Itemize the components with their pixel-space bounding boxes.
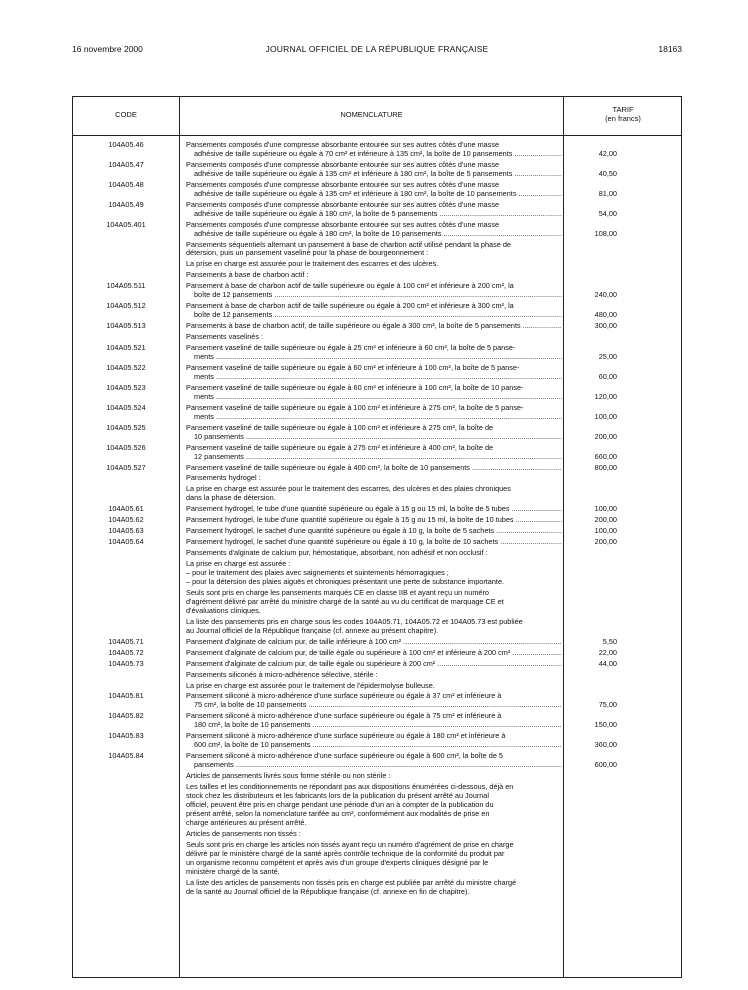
description-line: adhésive de taille supérieure ou égale à 180 cm², la boîte de 5 pansements ..... <box>186 210 562 219</box>
description-line: 10 pansements ..... <box>186 433 562 442</box>
item-tarif-cell <box>563 181 681 199</box>
item-code: 104A05.512 <box>106 301 146 311</box>
description-line: Pansements composés d'une compresse absorbante entourée sur ses autres côtés d'une masse <box>186 220 500 229</box>
item-code: 104A05.62 <box>108 515 144 525</box>
item-description <box>179 660 563 669</box>
item-tarif-cell <box>563 485 681 503</box>
description-line: stock chez les distributeurs et les fabricants lors de la publication du présent arrêté au Journal <box>186 792 489 800</box>
item-code: 104A05.513 <box>106 321 146 331</box>
item-tarif-cell <box>563 692 681 710</box>
description-line: de la santé au Journal officiel de la République française (cf. annexe en fin de chapitre). <box>186 887 470 896</box>
description-line: Pansements d'alginate de calcium pur, hémostatique, absorbant, non adhésif et non occlusif : <box>186 549 488 558</box>
item-tarif-cell <box>563 549 681 558</box>
table-row <box>73 841 681 877</box>
item-description <box>179 671 563 680</box>
table-row <box>73 549 681 558</box>
item-code <box>73 271 179 280</box>
description-line: boîte de 12 pansements ..... <box>186 311 562 320</box>
description-line: Pansements siliconés à micro-adhérence sélective, stérile : <box>186 670 378 679</box>
item-tarif: 200,00 <box>594 515 617 525</box>
item-code: 104A05.521 <box>106 343 146 353</box>
item-tarif: 200,00 <box>594 431 617 441</box>
item-description <box>179 424 563 442</box>
item-code: 104A05.81 <box>108 691 144 701</box>
item-description <box>179 404 563 422</box>
table-row <box>73 141 681 159</box>
item-tarif: 360,00 <box>594 740 617 750</box>
item-description <box>179 201 563 219</box>
description-line: Pansements composés d'une compresse absorbante entourée sur ses autres côtés d'une masse <box>186 180 500 189</box>
table-row <box>73 384 681 402</box>
item-code <box>73 618 179 636</box>
description-line: Pansement vaseliné de taille supérieure ou égale à 60 cm² et inférieure à 100 cm², la boîte de 5 panse- <box>186 363 520 372</box>
item-code <box>73 879 179 897</box>
item-tarif: 300,00 <box>594 321 617 331</box>
table-row <box>73 879 681 897</box>
table-row <box>73 260 681 269</box>
description-line: Pansement d'alginate de calcium pur, de taille inférieure à 100 cm² ..... <box>186 638 562 647</box>
item-code: 104A05.73 <box>108 658 144 668</box>
item-description <box>179 161 563 179</box>
description-line: Seuls sont pris en charge les pansements marqués CE en classe IIB et ayant reçu un numéro <box>186 588 489 597</box>
description-line: Seuls sont pris en charge les articles non tissés ayant reçu un numéro d'agrément de prise en charge <box>186 840 514 849</box>
description-line: 180 cm², la boîte de 10 pansements ..... <box>186 721 562 730</box>
description-line: – pour le traitement des plaies avec saignements et suintements hémorragiques ; <box>186 569 449 578</box>
item-tarif: 600,00 <box>594 760 617 770</box>
description-line: Pansements vaselinés : <box>186 333 264 342</box>
item-tarif-cell <box>563 424 681 442</box>
description-line: adhésive de taille supérieure ou égale à 180 cm², la boîte de 10 pansements ..... <box>186 230 562 239</box>
item-description <box>179 444 563 462</box>
item-tarif-cell <box>563 302 681 320</box>
item-description <box>179 682 563 691</box>
item-description <box>179 549 563 558</box>
item-tarif-cell <box>563 260 681 269</box>
table-body <box>73 141 681 898</box>
item-tarif: 22,00 <box>598 647 617 657</box>
item-tarif: 60,00 <box>598 371 617 381</box>
table-row <box>73 516 681 525</box>
item-tarif-cell <box>563 464 681 473</box>
description-line: détersion, puis un pansement vaseliné pour la phase de bourgeonnement : <box>186 249 429 258</box>
description-line: d'agrément délivré par arrêté du ministre chargé de la santé au vu du certificat de marquage CE et <box>186 597 504 606</box>
description-line: La prise en charge est assurée pour le traitement des escarres et des ulcères. <box>186 260 439 269</box>
description-line: 600 cm², la boîte de 10 pansements ..... <box>186 741 562 750</box>
table-row <box>73 322 681 331</box>
item-tarif: 480,00 <box>594 310 617 320</box>
tarif-unit: (en francs) <box>605 114 641 123</box>
description-line: Pansement siliconé à micro-adhérence d'une surface supérieure ou égale à 600 cm², la boîte de 5 <box>186 752 503 761</box>
item-code <box>73 485 179 503</box>
description-line: Pansement vaseliné de taille supérieure ou égale à 400 cm², la boîte de 10 pansements ..... <box>186 464 562 473</box>
table-row <box>73 692 681 710</box>
item-description <box>179 302 563 320</box>
description-line: Pansement vaseliné de taille supérieure ou égale à 275 cm² et inférieure à 400 cm², la boîte de <box>186 443 494 452</box>
item-tarif-cell <box>563 161 681 179</box>
table-row <box>73 505 681 514</box>
item-code: 104A05.61 <box>108 504 144 514</box>
item-description <box>179 364 563 382</box>
item-code: 104A05.72 <box>108 647 144 657</box>
item-tarif-cell <box>563 516 681 525</box>
item-description <box>179 618 563 636</box>
description-line: Pansements composés d'une compresse absorbante entourée sur ses autres côtés d'une masse <box>186 160 500 169</box>
item-description <box>179 485 563 503</box>
item-code: 104A05.71 <box>108 636 144 646</box>
item-tarif-cell <box>563 560 681 587</box>
item-tarif-cell <box>563 682 681 691</box>
item-description <box>179 344 563 362</box>
description-line: au Journal officiel de la République française (cf. annexe au présent chapitre). <box>186 626 439 635</box>
description-line: officiel, peuvent être pris en charge pendant une période d'un an à compter de la publication du <box>186 800 494 809</box>
item-code <box>73 560 179 587</box>
item-code: 104A05.522 <box>106 362 146 372</box>
description-line: Pansement vaseliné de taille supérieure ou égale à 100 cm² et inférieure à 275 cm², la boîte de 5 panse- <box>186 403 524 412</box>
description-line: un organisme reconnu compétent et après avis d'un groupe d'experts cliniques désigné par le <box>186 858 489 867</box>
item-tarif: 150,00 <box>594 720 617 730</box>
item-code: 104A05.523 <box>106 382 146 392</box>
table-row <box>73 649 681 658</box>
item-tarif-cell <box>563 671 681 680</box>
item-code: 104A05.84 <box>108 751 144 761</box>
description-line: pansements ..... <box>186 761 562 770</box>
table-row <box>73 181 681 199</box>
item-tarif: 75,00 <box>598 700 617 710</box>
column-header-tarif <box>564 105 682 123</box>
item-tarif: 25,00 <box>598 352 617 362</box>
table-row <box>73 560 681 587</box>
item-description <box>179 505 563 514</box>
item-description <box>179 333 563 342</box>
table-row <box>73 282 681 300</box>
item-code <box>73 474 179 483</box>
description-line: ments ..... <box>186 413 562 422</box>
item-tarif-cell <box>563 221 681 239</box>
item-code <box>73 671 179 680</box>
item-description <box>179 282 563 300</box>
table-row <box>73 752 681 770</box>
item-description <box>179 241 563 259</box>
description-line: Pansement d'alginate de calcium pur, de taille égale ou supérieure à 200 cm² ..... <box>186 660 562 669</box>
item-tarif: 108,00 <box>594 228 617 238</box>
item-code <box>73 841 179 877</box>
item-tarif-cell <box>563 271 681 280</box>
table-row <box>73 464 681 473</box>
item-tarif-cell <box>563 589 681 616</box>
table-row <box>73 474 681 483</box>
description-line: La prise en charge est assurée pour le traitement de l'épidermolyse bulleuse. <box>186 681 435 690</box>
item-code: 104A05.526 <box>106 442 146 452</box>
item-code: 104A05.47 <box>108 159 144 169</box>
item-tarif-cell <box>563 364 681 382</box>
item-description <box>179 260 563 269</box>
column-header-nomenclature: NOMENCLATURE <box>340 110 403 119</box>
item-description <box>179 516 563 525</box>
description-line: Pansements composés d'une compresse absorbante entourée sur ses autres côtés d'une masse <box>186 200 500 209</box>
publication-date: 16 novembre 2000 <box>72 44 143 54</box>
description-line: Pansements hydrogel : <box>186 474 261 483</box>
description-line: La prise en charge est assurée pour le traitement des escarres, des ulcères et des plaies chroniques <box>186 485 511 494</box>
item-tarif: 42,00 <box>598 148 617 158</box>
item-code: 104A05.63 <box>108 526 144 536</box>
table-row <box>73 671 681 680</box>
table-row <box>73 344 681 362</box>
description-line: adhésive de taille supérieure ou égale à 135 cm² et inférieure à 180 cm², la boîte de 5 pansements ..... <box>186 170 562 179</box>
table-row <box>73 783 681 828</box>
item-description <box>179 560 563 587</box>
item-tarif-cell <box>563 384 681 402</box>
description-line: Pansement à base de charbon actif de taille supérieure ou égale à 100 cm² et inférieure à 200 cm², la <box>186 282 514 291</box>
item-tarif: 40,50 <box>598 168 617 178</box>
table-row <box>73 527 681 536</box>
table-row <box>73 589 681 616</box>
item-code: 104A05.524 <box>106 402 146 412</box>
table-row <box>73 638 681 647</box>
item-tarif-cell <box>563 404 681 422</box>
description-line: Pansements séquentiels alternant un pansement à base de charbon actif utilisé pendant la phase de <box>186 240 511 249</box>
table-row <box>73 538 681 547</box>
item-tarif: 120,00 <box>594 391 617 401</box>
table-row <box>73 404 681 422</box>
description-line: Pansement hydrogel, le sachet d'une quantité supérieure ou égale à 10 g, la boîte de 5 sachets ..... <box>186 527 562 536</box>
item-description <box>179 649 563 658</box>
table-row <box>73 333 681 342</box>
table-row <box>73 221 681 239</box>
item-code <box>73 783 179 828</box>
column-header-code: CODE <box>115 110 137 119</box>
item-description <box>179 271 563 280</box>
table-row <box>73 712 681 730</box>
item-tarif: 200,00 <box>594 537 617 547</box>
page-header <box>72 44 682 58</box>
description-line: Pansements à base de charbon actif : <box>186 271 309 280</box>
page-number: 18163 <box>658 44 682 54</box>
item-tarif: 800,00 <box>594 462 617 472</box>
item-tarif-cell <box>563 538 681 547</box>
item-code <box>73 772 179 781</box>
item-code: 104A05.527 <box>106 462 146 472</box>
item-tarif-cell <box>563 649 681 658</box>
description-line: d'évaluations cliniques. <box>186 606 261 615</box>
item-tarif-cell <box>563 638 681 647</box>
description-line: charge antérieures au présent arrêté. <box>186 818 307 827</box>
item-tarif-cell <box>563 879 681 897</box>
item-tarif-cell <box>563 141 681 159</box>
item-tarif-cell <box>563 241 681 259</box>
item-description <box>179 752 563 770</box>
description-line: La liste des pansements pris en charge sous les codes 104A05.71, 104A05.72 et 104A05.73 est publiée <box>186 617 523 626</box>
description-line: Pansement hydrogel, le sachet d'une quantité supérieure ou égale à 10 g, la boîte de 10 sachets ..... <box>186 538 562 547</box>
item-tarif: 100,00 <box>594 411 617 421</box>
item-description <box>179 692 563 710</box>
description-line: délivré par le ministère chargé de la santé après contrôle technique de la conformité du produit par <box>186 849 505 858</box>
tariff-table <box>72 96 682 978</box>
description-line: Les tailles et les conditionnements ne répondant pas aux dispositions énumérées ci-dessous, déjà en <box>186 783 514 792</box>
item-code: 104A05.401 <box>106 219 146 229</box>
item-tarif-cell <box>563 333 681 342</box>
item-code: 104A05.82 <box>108 711 144 721</box>
description-line: Pansement siliconé à micro-adhérence d'une surface supérieure ou égale à 180 cm² et inférieure à <box>186 732 506 741</box>
item-description <box>179 141 563 159</box>
description-line: dans la phase de détersion. <box>186 494 276 503</box>
item-description <box>179 732 563 750</box>
description-line: 12 pansements ..... <box>186 453 562 462</box>
description-line: ments ..... <box>186 373 562 382</box>
item-code: 104A05.64 <box>108 537 144 547</box>
item-description <box>179 712 563 730</box>
tarif-label: TARIF <box>612 105 634 114</box>
item-code <box>73 333 179 342</box>
journal-title: JOURNAL OFFICIEL DE LA RÉPUBLIQUE FRANÇAISE <box>265 44 489 54</box>
description-line: Pansement vaseliné de taille supérieure ou égale à 25 cm² et inférieure à 60 cm², la boîte de 5 panse- <box>186 344 516 353</box>
item-description <box>179 384 563 402</box>
description-line: Pansements composés d'une compresse absorbante entourée sur ses autres côtés d'une masse <box>186 141 500 149</box>
item-tarif-cell <box>563 527 681 536</box>
description-line: Pansement vaseliné de taille supérieure ou égale à 60 cm² et inférieure à 100 cm², la boîte de 10 panse- <box>186 383 524 392</box>
table-row <box>73 241 681 259</box>
item-description <box>179 879 563 897</box>
description-line: La liste des articles de pansements non tissés pris en charge est publiée par arrêté du ministre chargé <box>186 878 517 887</box>
item-tarif: 100,00 <box>594 504 617 514</box>
description-line: Pansement siliconé à micro-adhérence d'une surface supérieure ou égale à 37 cm² et inférieure à <box>186 692 502 701</box>
item-tarif: 5,50 <box>602 636 617 646</box>
item-tarif-cell <box>563 505 681 514</box>
item-tarif: 100,00 <box>594 526 617 536</box>
item-tarif-cell <box>563 444 681 462</box>
description-line: Pansement d'alginate de calcium pur, de taille égale ou supérieure à 100 cm² et inférieure à 200 cm² ..... <box>186 649 562 658</box>
item-description <box>179 322 563 331</box>
item-tarif-cell <box>563 344 681 362</box>
table-row <box>73 618 681 636</box>
item-code: 104A05.83 <box>108 731 144 741</box>
item-tarif-cell <box>563 282 681 300</box>
item-description <box>179 772 563 781</box>
item-tarif-cell <box>563 732 681 750</box>
table-row <box>73 485 681 503</box>
table-row <box>73 682 681 691</box>
item-code: 104A05.46 <box>108 140 144 149</box>
item-tarif-cell <box>563 841 681 877</box>
item-description <box>179 181 563 199</box>
item-description <box>179 638 563 647</box>
item-tarif-cell <box>563 712 681 730</box>
table-row <box>73 830 681 839</box>
item-code: 104A05.49 <box>108 199 144 209</box>
table-row <box>73 302 681 320</box>
header-divider <box>73 135 681 136</box>
description-line: Pansement vaseliné de taille supérieure ou égale à 100 cm² et inférieure à 275 cm², la boîte de <box>186 423 494 432</box>
item-code: 104A05.48 <box>108 179 144 189</box>
item-code <box>73 241 179 259</box>
item-tarif: 44,00 <box>598 658 617 668</box>
item-tarif-cell <box>563 783 681 828</box>
description-line: Pansements à base de charbon actif, de taille supérieure ou égale à 300 cm², la boîte de 5 pansements ..... <box>186 322 562 331</box>
item-description <box>179 221 563 239</box>
table-row <box>73 364 681 382</box>
item-description <box>179 841 563 877</box>
item-description <box>179 527 563 536</box>
item-tarif: 54,00 <box>598 208 617 218</box>
table-row <box>73 444 681 462</box>
item-code: 104A05.511 <box>106 281 146 291</box>
description-line: Pansement hydrogel, le tube d'une quantité supérieure ou égale à 15 g ou 15 ml, la boîte de 10 tubes ..... <box>186 516 562 525</box>
description-line: 75 cm², la boîte de 10 pansements ..... <box>186 701 562 710</box>
table-row <box>73 772 681 781</box>
description-line: ministère chargé de la santé. <box>186 867 280 876</box>
item-code <box>73 549 179 558</box>
item-description <box>179 589 563 616</box>
description-line: Pansement hydrogel, le tube d'une quantité supérieure ou égale à 15 g ou 15 ml, la boîte de 5 tubes ..... <box>186 505 562 514</box>
table-row <box>73 161 681 179</box>
item-code <box>73 589 179 616</box>
item-tarif-cell <box>563 322 681 331</box>
description-line: ments ..... <box>186 393 562 402</box>
item-tarif-cell <box>563 660 681 669</box>
item-description <box>179 464 563 473</box>
item-description <box>179 830 563 839</box>
item-tarif: 660,00 <box>594 451 617 461</box>
description-line: adhésive de taille supérieure ou égale à 70 cm² et inférieure à 135 cm², la boîte de 10 pansements ..... <box>186 150 562 159</box>
item-tarif-cell <box>563 772 681 781</box>
description-line: ments ..... <box>186 353 562 362</box>
item-description <box>179 538 563 547</box>
description-line: Articles de pansements livrés sous forme stérile ou non stérile : <box>186 772 391 781</box>
table-row <box>73 201 681 219</box>
description-line: boîte de 12 pansements ..... <box>186 291 562 300</box>
item-description <box>179 783 563 828</box>
item-description <box>179 474 563 483</box>
item-tarif-cell <box>563 830 681 839</box>
item-tarif: 81,00 <box>598 188 617 198</box>
description-line: Pansement siliconé à micro-adhérence d'une surface supérieure ou égale à 75 cm² et inférieure à <box>186 712 502 721</box>
item-tarif: 240,00 <box>594 290 617 300</box>
item-code <box>73 682 179 691</box>
table-row <box>73 660 681 669</box>
item-code <box>73 260 179 269</box>
description-line: Pansement à base de charbon actif de taille supérieure ou égale à 200 cm² et inférieure à 300 cm², la <box>186 302 514 311</box>
description-line: présent arrêté, selon la nomenclature tarifée au cm², conformément aux modalités de prise en <box>186 809 490 818</box>
description-line: Articles de pansements non tissés : <box>186 829 301 838</box>
item-tarif-cell <box>563 752 681 770</box>
item-code <box>73 830 179 839</box>
table-row <box>73 271 681 280</box>
item-code: 104A05.525 <box>106 422 146 432</box>
description-line: La prise en charge est assurée : <box>186 560 291 569</box>
description-line: – pour la détersion des plaies aiguës et chroniques présentant une perte de substance importante. <box>186 577 505 586</box>
item-tarif-cell <box>563 201 681 219</box>
table-row <box>73 424 681 442</box>
item-tarif-cell <box>563 474 681 483</box>
table-row <box>73 732 681 750</box>
description-line: adhésive de taille supérieure ou égale à 135 cm² et inférieure à 180 cm², la boîte de 10 pansements ..... <box>186 190 562 199</box>
item-tarif-cell <box>563 618 681 636</box>
